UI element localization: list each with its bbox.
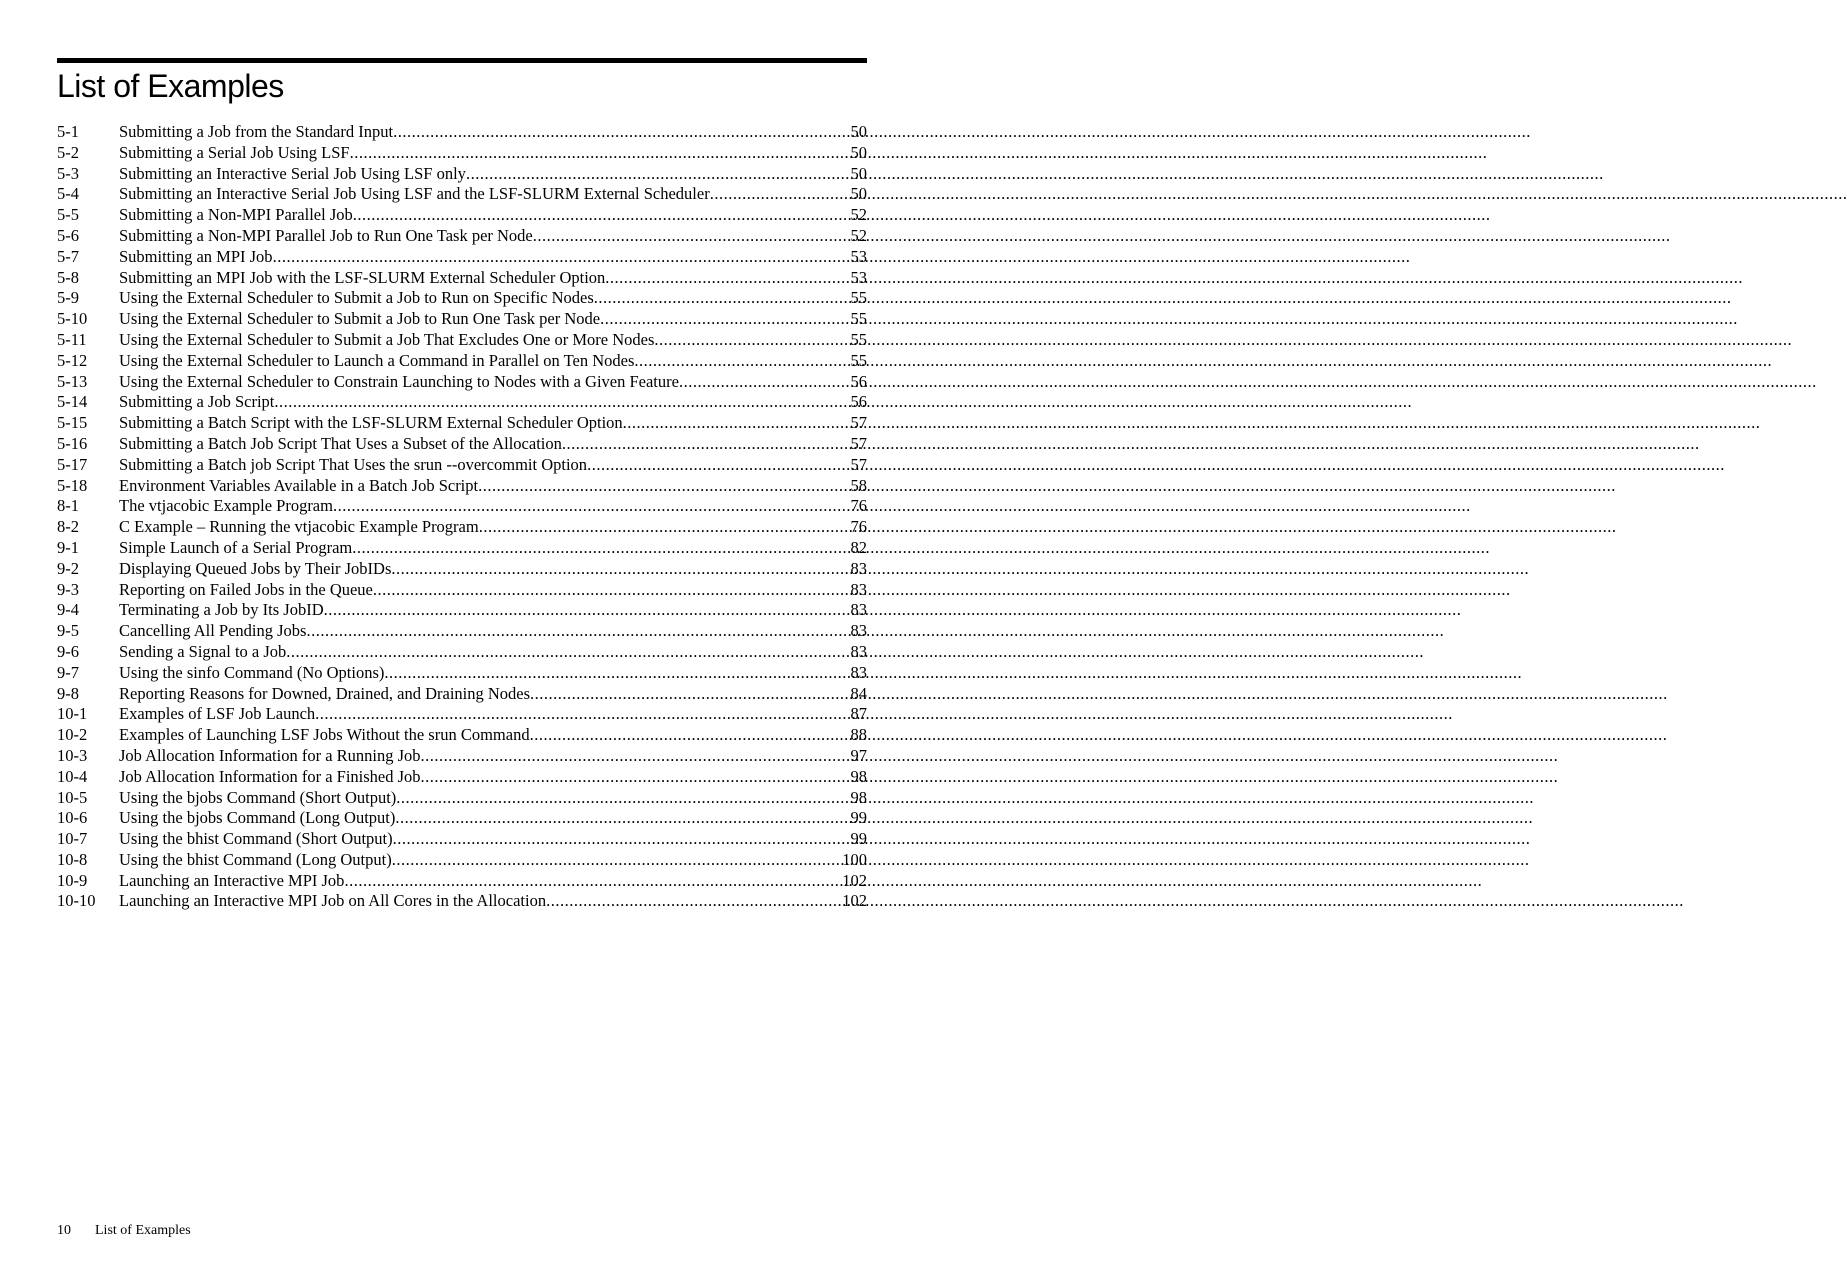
example-number: 8-1 [57, 496, 79, 516]
dot-leader [392, 850, 843, 871]
example-entry[interactable] [57, 413, 867, 434]
example-title: Using the External Scheduler to Submit a Job to Run One Task per Node [119, 309, 601, 329]
example-page-number: 97 [850, 745, 867, 765]
dot-leader [546, 891, 842, 912]
example-title: Using the bhist Command (Long Output) [119, 849, 392, 869]
example-number: 5-8 [57, 267, 79, 287]
example-entry[interactable] [57, 891, 867, 912]
example-page-number: 56 [850, 392, 867, 412]
example-number: 9-7 [57, 662, 79, 682]
examples-list [57, 122, 867, 912]
example-number: 9-3 [57, 579, 79, 599]
dot-leader [634, 351, 850, 372]
dot-leader [530, 684, 850, 705]
example-page-number: 102 [842, 870, 867, 890]
example-page-number: 84 [850, 683, 867, 703]
dot-leader [352, 538, 850, 559]
example-entry[interactable] [57, 455, 867, 476]
example-title: Submitting a Non-MPI Parallel Job [119, 205, 353, 225]
example-title: The vtjacobic Example Program [119, 496, 333, 516]
example-page-number: 50 [850, 142, 867, 162]
example-title: Submitting an MPI Job [119, 246, 273, 266]
example-page-number: 87 [850, 704, 867, 724]
example-number: 5-17 [57, 454, 88, 474]
example-entry[interactable] [57, 247, 867, 268]
example-page-number: 55 [850, 288, 867, 308]
dot-leader [324, 600, 851, 621]
example-page-number: 102 [842, 891, 867, 911]
example-number: 5-13 [57, 371, 88, 391]
page-title: List of Examples [57, 68, 284, 104]
example-entry[interactable] [57, 184, 867, 205]
example-page-number: 83 [850, 621, 867, 641]
example-number: 10-4 [57, 766, 88, 786]
example-page-number: 56 [850, 371, 867, 391]
example-page-number: 76 [850, 496, 867, 516]
example-number: 9-5 [57, 621, 79, 641]
example-number: 5-4 [57, 184, 79, 204]
example-page-number: 50 [850, 122, 867, 141]
dot-leader [479, 517, 851, 538]
example-number: 5-12 [57, 350, 88, 370]
example-page-number: 55 [850, 329, 867, 349]
dot-leader [273, 247, 851, 268]
example-title: Using the External Scheduler to Submit a Job That Excludes One or More Nodes [119, 329, 655, 349]
example-title: Terminating a Job by Its JobID [119, 600, 324, 620]
example-title: Displaying Queued Jobs by Their JobIDs [119, 558, 392, 578]
dot-leader [350, 143, 851, 164]
example-entry[interactable] [57, 268, 867, 289]
example-title: Using the External Scheduler to Launch a Command in Parallel on Ten Nodes [119, 350, 635, 370]
example-number: 5-11 [57, 329, 87, 349]
example-entry[interactable] [57, 164, 867, 185]
example-number: 9-8 [57, 683, 79, 703]
example-title: Submitting a Job from the Standard Input [119, 122, 394, 141]
example-entry[interactable] [57, 850, 867, 871]
dot-leader [315, 704, 850, 725]
example-number: 10-1 [57, 704, 88, 724]
dot-leader [391, 559, 850, 580]
example-number: 5-6 [57, 225, 79, 245]
example-number: 10-2 [57, 725, 88, 745]
top-rule [57, 58, 867, 63]
example-entry[interactable] [57, 372, 867, 393]
example-title: Using the bjobs Command (Short Output) [119, 787, 397, 807]
example-page-number: 83 [850, 641, 867, 661]
dot-leader [344, 871, 842, 892]
dot-leader [396, 788, 850, 809]
example-title: Job Allocation Information for a Finished Job [119, 766, 421, 786]
example-number: 10-5 [57, 787, 88, 807]
example-entry[interactable] [57, 559, 867, 580]
example-title: Submitting a Non-MPI Parallel Job to Run One Task per Node [119, 225, 533, 245]
example-number: 5-5 [57, 205, 79, 225]
dot-leader [306, 621, 850, 642]
example-entry[interactable] [57, 600, 867, 621]
example-title: Launching an Interactive MPI Job [119, 870, 345, 890]
dot-leader [478, 476, 850, 497]
example-page-number: 57 [850, 433, 867, 453]
example-entry[interactable] [57, 351, 867, 372]
dot-leader [710, 184, 851, 205]
example-page-number: 50 [850, 184, 867, 204]
dot-leader [600, 309, 850, 330]
example-title: Using the bhist Command (Short Output) [119, 829, 393, 849]
example-entry[interactable] [57, 496, 867, 517]
dot-leader [654, 330, 850, 351]
example-entry[interactable] [57, 538, 867, 559]
example-number: 9-2 [57, 558, 79, 578]
example-title: Job Allocation Information for a Running Job [119, 745, 421, 765]
example-number: 10-10 [57, 891, 96, 911]
example-entry[interactable] [57, 288, 867, 309]
dot-leader [384, 663, 850, 684]
dot-leader [353, 205, 851, 226]
example-number: 8-2 [57, 517, 79, 537]
example-entry[interactable] [57, 517, 867, 538]
dot-leader [587, 455, 850, 476]
example-title: Using the External Scheduler to Constrain Launching to Nodes with a Given Feature [119, 371, 679, 391]
example-page-number: 53 [850, 267, 867, 287]
example-page-number: 57 [850, 413, 867, 433]
example-page-number: 50 [850, 163, 867, 183]
example-entry[interactable] [57, 684, 867, 705]
example-title: Submitting a Serial Job Using LSF [119, 142, 350, 162]
example-number: 10-7 [57, 829, 88, 849]
example-entry[interactable] [57, 309, 867, 330]
footer-page-number: 10 [57, 1223, 71, 1238]
example-page-number: 98 [850, 766, 867, 786]
example-entry[interactable] [57, 122, 867, 143]
example-title: Using the External Scheduler to Submit a Job to Run on Specific Nodes [119, 288, 594, 308]
example-title: C Example – Running the vtjacobic Example Program [119, 517, 479, 537]
dot-leader [623, 413, 851, 434]
example-title: Submitting a Batch Script with the LSF-SLURM External Scheduler Option [119, 413, 623, 433]
example-title: Submitting a Job Script [119, 392, 275, 412]
example-page-number: 58 [850, 475, 867, 495]
example-number: 5-14 [57, 392, 88, 412]
example-entry[interactable] [57, 642, 867, 663]
example-entry[interactable] [57, 143, 867, 164]
page-footer [57, 1222, 191, 1240]
example-number: 10-9 [57, 870, 88, 890]
example-entry[interactable] [57, 663, 867, 684]
example-entry[interactable] [57, 871, 867, 892]
example-entry[interactable] [57, 767, 867, 788]
example-page-number: 99 [850, 808, 867, 828]
dot-leader [393, 122, 850, 143]
example-entry[interactable] [57, 434, 867, 455]
dot-leader [393, 829, 851, 850]
example-title: Simple Launch of a Serial Program [119, 537, 353, 557]
dot-leader [605, 268, 850, 289]
dot-leader [533, 226, 851, 247]
dot-leader [530, 725, 851, 746]
example-title: Submitting a Batch job Script That Uses the srun --overcommit Option [119, 454, 588, 474]
example-number: 5-15 [57, 413, 88, 433]
example-page-number: 83 [850, 600, 867, 620]
example-title: Reporting on Failed Jobs in the Queue [119, 579, 373, 599]
example-number: 9-1 [57, 537, 79, 557]
example-page-number: 83 [850, 579, 867, 599]
example-entry[interactable] [57, 330, 867, 351]
example-entry[interactable] [57, 725, 867, 746]
dot-leader [679, 372, 851, 393]
example-number: 9-6 [57, 641, 79, 661]
footer-section-title: List of Examples [95, 1223, 191, 1238]
example-number: 5-18 [57, 475, 88, 495]
example-entry[interactable] [57, 621, 867, 642]
example-entry[interactable] [57, 746, 867, 767]
dot-leader [274, 392, 850, 413]
example-entry[interactable] [57, 808, 867, 829]
example-page-number: 55 [850, 350, 867, 370]
example-title: Reporting Reasons for Downed, Drained, and Draining Nodes [119, 683, 531, 703]
example-page-number: 83 [850, 558, 867, 578]
example-title: Submitting an Interactive Serial Job Using LSF only [119, 163, 466, 183]
example-page-number: 99 [850, 829, 867, 849]
example-page-number: 55 [850, 309, 867, 329]
dot-leader [421, 767, 851, 788]
example-title: Launching an Interactive MPI Job on All Cores in the Allocation [119, 891, 547, 911]
example-page-number: 100 [842, 849, 867, 869]
example-number: 10-3 [57, 745, 88, 765]
example-number: 10-6 [57, 808, 88, 828]
example-title: Submitting an Interactive Serial Job Using LSF and the LSF-SLURM External Scheduler [119, 184, 710, 204]
example-title: Sending a Signal to a Job [119, 641, 287, 661]
example-number: 5-2 [57, 142, 79, 162]
example-title: Examples of Launching LSF Jobs Without the srun Command [119, 725, 530, 745]
dot-leader [466, 164, 851, 185]
example-entry[interactable] [57, 704, 867, 725]
example-number: 10-8 [57, 849, 88, 869]
example-title: Using the sinfo Command (No Options) [119, 662, 385, 682]
example-number: 5-1 [57, 122, 79, 141]
dot-leader [594, 288, 851, 309]
dot-leader [333, 496, 851, 517]
dot-leader [286, 642, 850, 663]
example-title: Environment Variables Available in a Batch Job Script [119, 475, 479, 495]
example-number: 5-10 [57, 309, 88, 329]
example-page-number: 57 [850, 454, 867, 474]
example-title: Submitting an MPI Job with the LSF-SLURM External Scheduler Option [119, 267, 606, 287]
example-number: 5-16 [57, 433, 88, 453]
example-entry[interactable] [57, 788, 867, 809]
example-page-number: 76 [850, 517, 867, 537]
example-title: Using the bjobs Command (Long Output) [119, 808, 396, 828]
dot-leader [395, 808, 850, 829]
example-number: 5-3 [57, 163, 79, 183]
example-entry[interactable] [57, 580, 867, 601]
dot-leader [373, 580, 851, 601]
example-number: 5-9 [57, 288, 79, 308]
example-page-number: 98 [850, 787, 867, 807]
example-entry[interactable] [57, 205, 867, 226]
example-entry[interactable] [57, 392, 867, 413]
example-page-number: 52 [850, 205, 867, 225]
example-entry[interactable] [57, 476, 867, 497]
dot-leader [421, 746, 851, 767]
example-entry[interactable] [57, 829, 867, 850]
example-title: Cancelling All Pending Jobs [119, 621, 307, 641]
example-number: 5-7 [57, 246, 79, 266]
dot-leader [562, 434, 851, 455]
example-entry[interactable] [57, 226, 867, 247]
example-page-number: 88 [850, 725, 867, 745]
example-number: 9-4 [57, 600, 79, 620]
example-page-number: 52 [850, 225, 867, 245]
example-title: Submitting a Batch Job Script That Uses a Subset of the Allocation [119, 433, 562, 453]
example-page-number: 83 [850, 662, 867, 682]
example-title: Examples of LSF Job Launch [119, 704, 316, 724]
example-page-number: 82 [850, 537, 867, 557]
example-page-number: 53 [850, 246, 867, 266]
